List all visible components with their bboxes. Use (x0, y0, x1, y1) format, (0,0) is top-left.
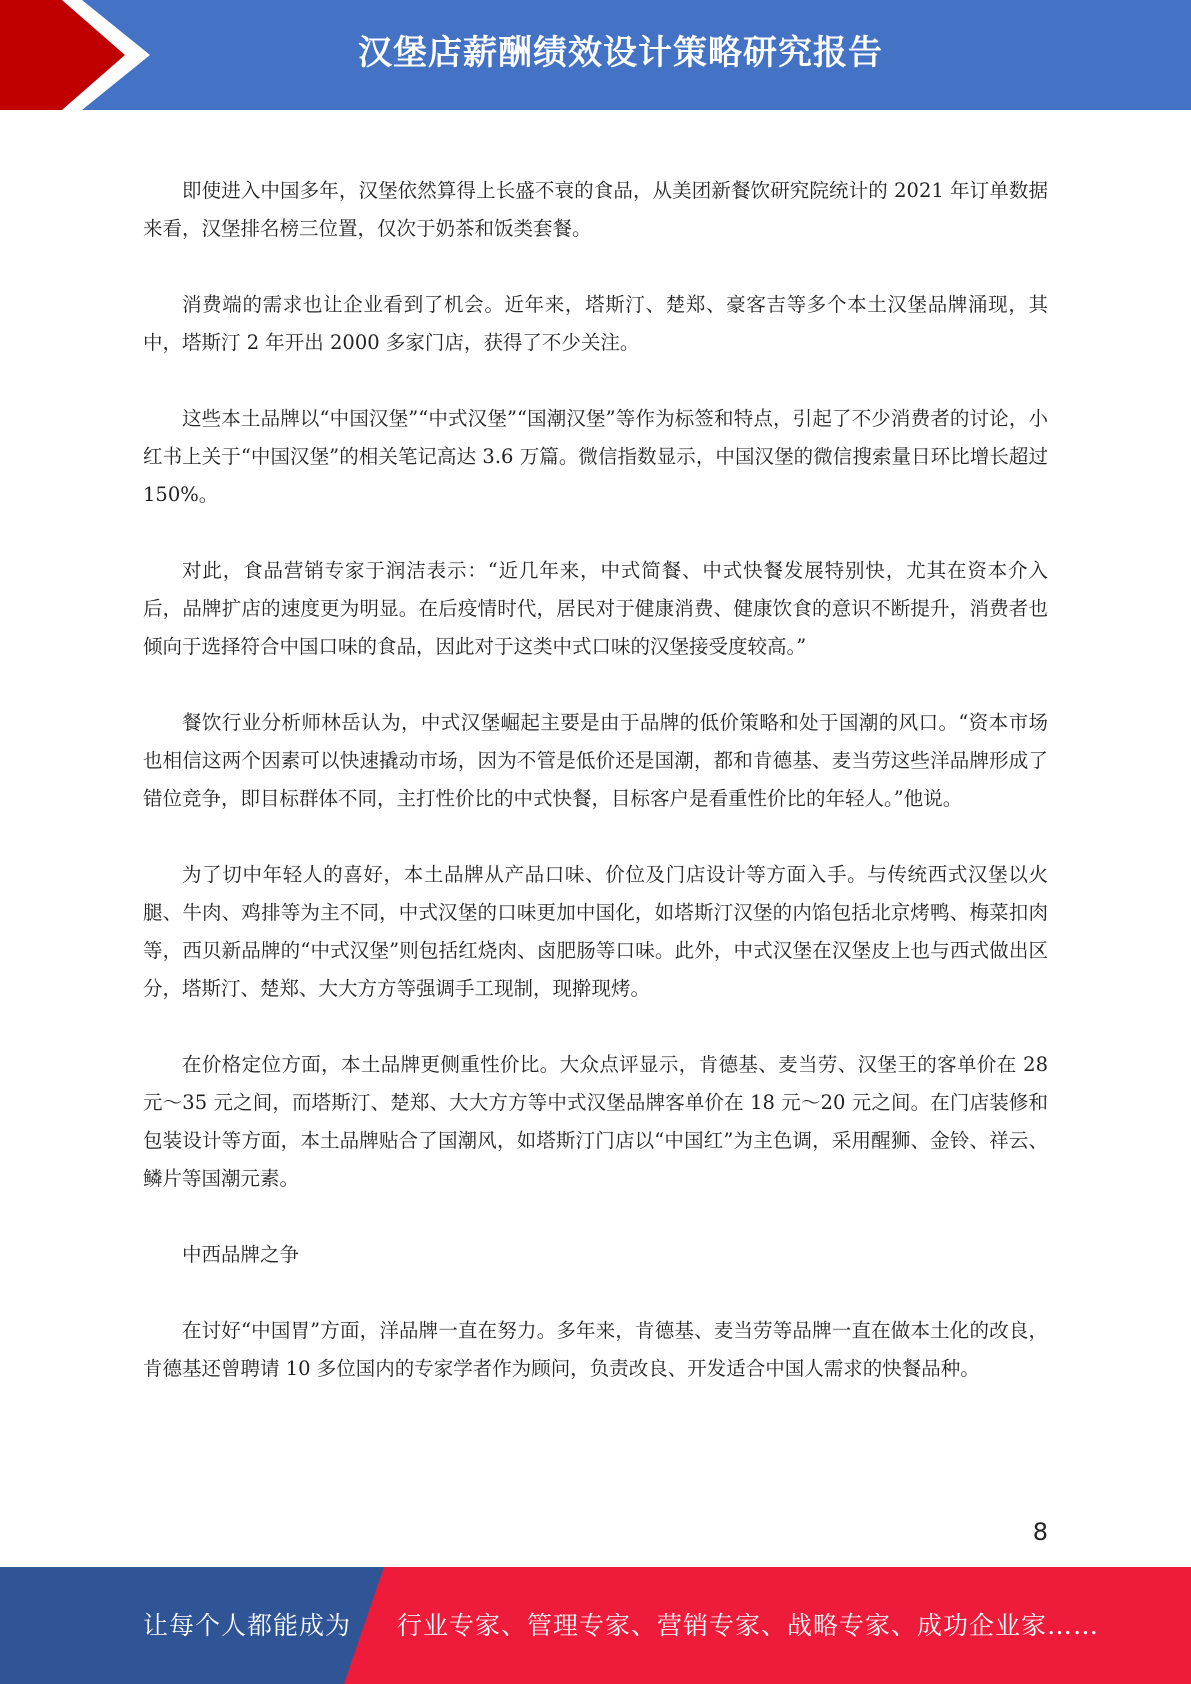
red-chevron-logo (0, 0, 160, 110)
paragraph: 即使进入中国多年，汉堡依然算得上长盛不衰的食品，从美团新餐饮研究院统计的 2021 年订单数据来看，汉堡排名榜三位置，仅次于奶茶和饭类套餐。 (143, 179, 1048, 240)
paragraph: 在价格定位方面，本土品牌更侧重性价比。大众点评显示，肯德基、麦当劳、汉堡王的客单价在 28 元～35 元之间，而塔斯汀、楚郑、大大方方等中式汉堡品牌客单价在 18 元～20 元之间。在门店装修和包装设计等方面，本土品牌贴合了国潮风，如塔斯汀门店以“中国红”为主色调，采用醒狮、金铃、祥云、鳞片等国潮元素。 (143, 1053, 1048, 1190)
page-footer (0, 1567, 1191, 1684)
footer-slogan-right: 行业专家、管理专家、营销专家、战略专家、成功企业家…… (397, 1611, 1100, 1640)
paragraph: 对此，食品营销专家于润洁表示：“近几年来，中式简餐、中式快餐发展特别快，尤其在资本介入后，品牌扩店的速度更为明显。在后疫情时代，居民对于健康消费、健康饮食的意识不断提升，消费者也倾向于选择符合中国口味的食品，因此对于这类中式口味的汉堡接受度较高。” (143, 559, 1048, 658)
footer-slogan-left: 让每个人都能成为 (143, 1611, 352, 1640)
paragraph: 这些本土品牌以“中国汉堡”“中式汉堡”“国潮汉堡”等作为标签和特点，引起了不少消费者的讨论，小红书上关于“中国汉堡”的相关笔记高达 3.6 万篇。微信指数显示，中国汉堡的微信搜索量日环比增长超过 150%。 (143, 407, 1048, 506)
section-heading: 中西品牌之争 (182, 1243, 300, 1266)
paragraph: 消费端的需求也让企业看到了机会。近年来，塔斯汀、楚郑、豪客吉等多个本土汉堡品牌涌现，其中，塔斯汀 2 年开出 2000 多家门店，获得了不少关注。 (143, 293, 1048, 354)
paragraph: 在讨好“中国胃”方面，洋品牌一直在努力。多年来，肯德基、麦当劳等品牌一直在做本土化的改良，肯德基还曾聘请 10 多位国内的专家学者作为顾问，负责改良、开发适合中国人需求的快餐品种。 (143, 1319, 1048, 1380)
report-title: 汉堡店薪酬绩效设计策略研究报告 (358, 33, 883, 73)
page-number: 8 (1032, 1518, 1048, 1546)
document-body (143, 172, 1048, 1426)
paragraph: 餐饮行业分析师林岳认为，中式汉堡崛起主要是由于品牌的低价策略和处于国潮的风口。“资本市场也相信这两个因素可以快速撬动市场，因为不管是低价还是国潮，都和肯德基、麦当劳这些洋品牌形成了错位竞争，即目标群体不同，主打性价比的中式快餐，目标客户是看重性价比的年轻人。”他说。 (143, 711, 1048, 810)
page-header (0, 0, 1191, 110)
paragraph: 为了切中年轻人的喜好，本土品牌从产品口味、价位及门店设计等方面入手。与传统西式汉堡以火腿、牛肉、鸡排等为主不同，中式汉堡的口味更加中国化，如塔斯汀汉堡的内馅包括北京烤鸭、梅菜扣肉等，西贝新品牌的“中式汉堡”则包括红烧肉、卤肥肠等口味。此外，中式汉堡在汉堡皮上也与西式做出区分，塔斯汀、楚郑、大大方方等强调手工现制，现擀现烤。 (143, 863, 1048, 1000)
